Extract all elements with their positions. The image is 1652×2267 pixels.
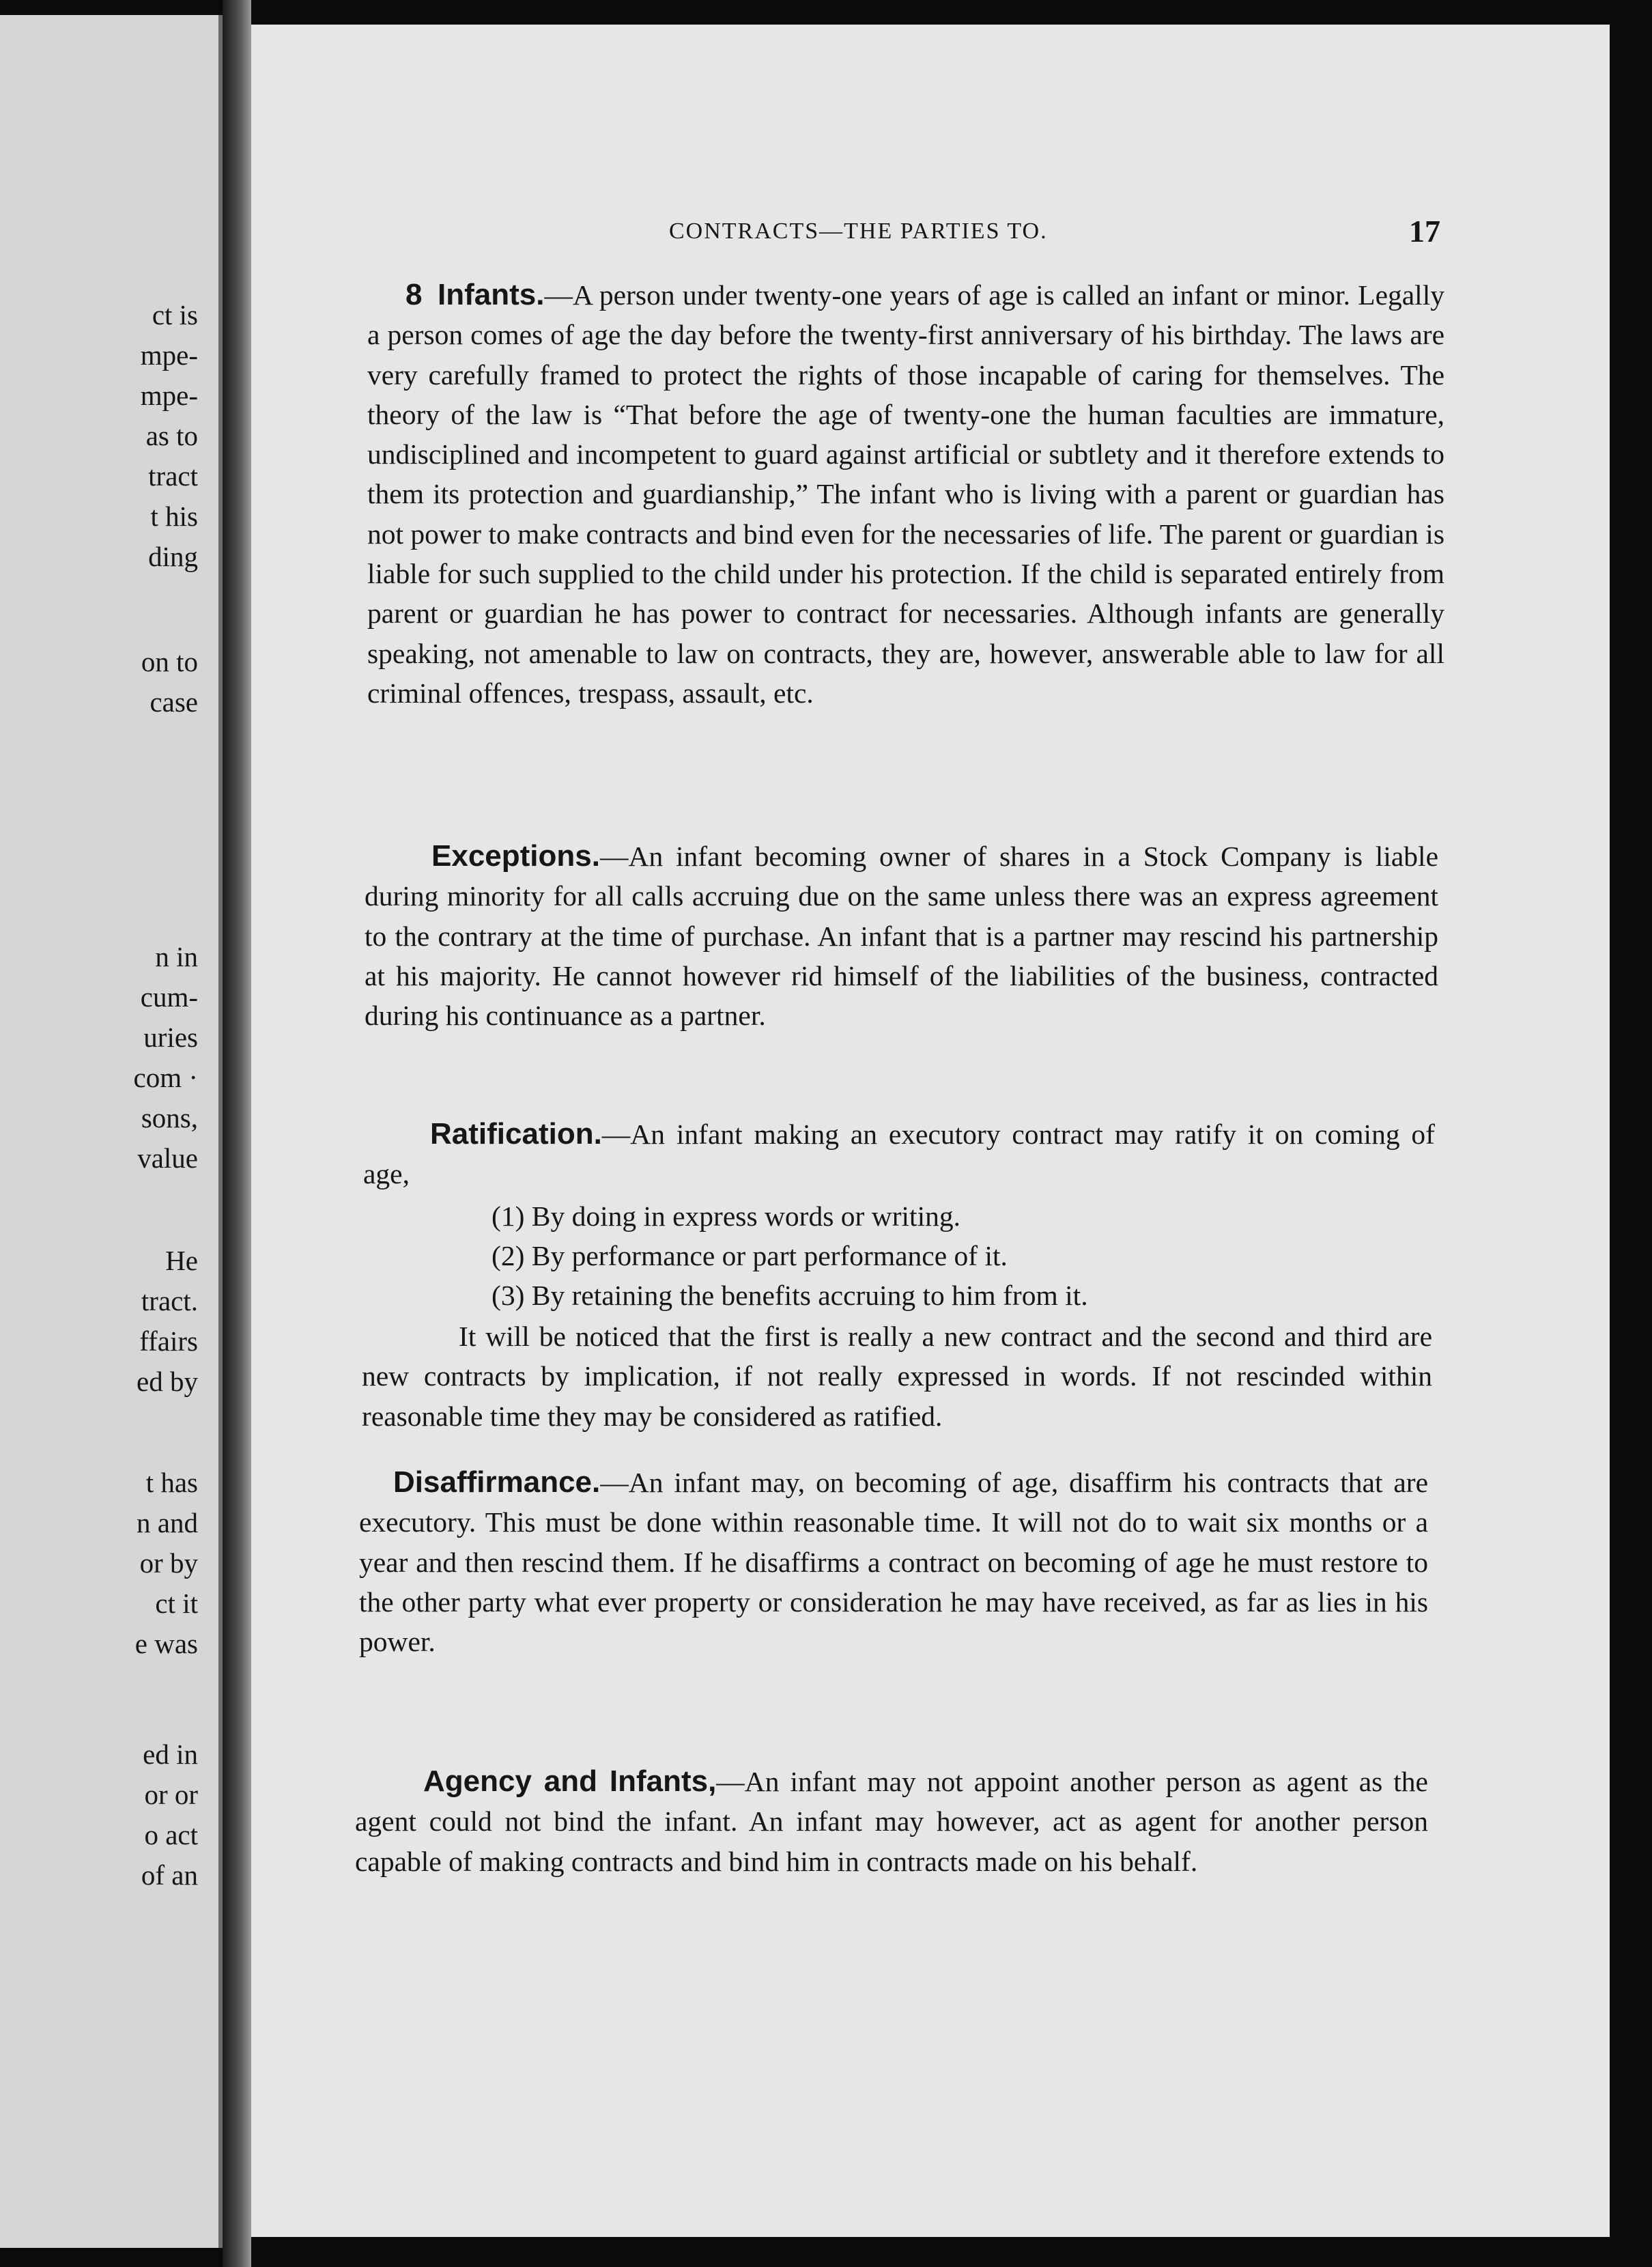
page-header <box>669 214 1440 259</box>
left-fragment-line: ding <box>148 541 198 572</box>
left-fragment-line: uries <box>143 1022 198 1053</box>
list-item: (2) By performance or part performance of it. <box>492 1240 1008 1271</box>
left-fragment-line: case <box>149 686 198 718</box>
left-fragment-group-1 <box>141 295 198 577</box>
left-fragment-line: n in <box>155 941 198 972</box>
left-fragment-line: o act <box>144 1819 198 1850</box>
left-fragment-line: value <box>137 1142 198 1174</box>
left-fragment-line: tract. <box>141 1285 198 1316</box>
agency-heading: Agency and Infants, <box>423 1764 717 1798</box>
ratification-list <box>492 1196 1088 1315</box>
ratification-text: —An infant making an executory contract may ratify it on coming of age, <box>363 1118 1435 1190</box>
left-fragment-line: ffairs <box>139 1325 198 1357</box>
disaffirmance-heading: Disaffirmance. <box>393 1465 601 1499</box>
left-fragment-line: or by <box>139 1547 198 1579</box>
left-fragment-line: t his <box>150 501 198 532</box>
infants-paragraph <box>367 275 1444 713</box>
left-fragment-line: or or <box>144 1779 198 1810</box>
left-fragment-line: n and <box>137 1507 198 1538</box>
ratification-paragraph <box>363 1114 1435 1194</box>
agency-paragraph <box>355 1762 1428 1881</box>
ratification-note: It will be noticed that the first is really a new contract and the second and third are new contracts by implication, if not really expressed in words. If not rescinded within reasonable time they may be considered as ratified. <box>362 1321 1432 1432</box>
left-fragment-line: as to <box>145 420 198 451</box>
left-fragment-line: tract <box>148 460 198 492</box>
left-fragment-line: mpe- <box>140 380 198 411</box>
ratification-heading: Ratification. <box>430 1117 602 1151</box>
disaffirmance-paragraph <box>359 1463 1428 1661</box>
exceptions-paragraph <box>365 836 1438 1035</box>
left-fragment-line: t has <box>145 1467 198 1498</box>
book-gutter <box>223 0 251 2267</box>
left-fragment-line: cum- <box>140 981 198 1013</box>
agency-text: —An infant may not appoint another person as agent as the agent could not bind the infant. An infant may however, act as agent for another person capable of making contracts and bind him in contracts made on his behalf. <box>355 1766 1428 1877</box>
exceptions-text: —An infant becoming owner of shares in a Stock Company is liable during minority for all calls accruing due on the same unless there was an express agreement to the contrary at the time of purchase. An infant that is a partner may rescind his partnership at his majority. He cannot however rid himself of the liabilities of the business, contracted during his continuance as a partner. <box>365 841 1438 1032</box>
left-fragment-line: He <box>165 1245 198 1276</box>
list-item: (3) By retaining the benefits accruing to him from it. <box>492 1280 1088 1311</box>
left-fragment-line: mpe- <box>140 339 198 371</box>
running-head: CONTRACTS—THE PARTIES TO. <box>669 219 1048 244</box>
left-fragment-line: ct is <box>152 299 198 330</box>
left-fragment-group-3 <box>134 937 199 1179</box>
section-number: 8 <box>405 278 423 311</box>
left-page <box>0 15 223 2248</box>
left-fragment-line: ed by <box>137 1366 198 1397</box>
left-fragment-line: of an <box>141 1859 198 1891</box>
left-fragment-group-5 <box>135 1463 198 1664</box>
left-fragment-line: ct it <box>155 1588 198 1619</box>
list-item: (1) By doing in express words or writing. <box>492 1200 960 1232</box>
left-fragment-line: ed in <box>143 1738 198 1770</box>
left-fragment-group-2 <box>141 642 198 722</box>
left-fragment-group-6 <box>141 1734 198 1896</box>
left-fragment-line: on to <box>141 646 198 677</box>
page-number: 17 <box>1409 214 1440 249</box>
left-fragment-line: sons, <box>141 1102 198 1134</box>
left-fragment-group-4 <box>137 1241 198 1402</box>
infants-text: —A person under twenty-one years of age is called an infant or minor. Legally a person comes of age the day before the twenty-first anniversary of his birthday. The laws are very carefully framed to protect the rights of those incapable of caring for themselves. The theory of the law is “That before the age of twenty-one the human faculties are immature, undisciplined and incompetent to guard against artificial or subtlety and it therefore extends to them its protection and guardianship,” The infant who is living with a parent or guardian has not power to make contracts and bind even for the necessaries of life. The parent or guardian is liable for such supplied to the child under his protection. If the child is separated entirely from parent or guardian he has power to contract for necessaries. Although infants are generally speaking, not amenable to law on contracts, they are, however, answerable able to law for all criminal offences, trespass, assault, etc. <box>367 279 1444 709</box>
left-fragment-line: com · <box>133 1062 198 1093</box>
infants-heading: Infants. <box>438 278 545 311</box>
left-fragment-line: e was <box>134 1628 198 1659</box>
exceptions-heading: Exceptions. <box>431 839 600 873</box>
disaffirmance-text: —An infant may, on becoming of age, disaffirm his contracts that are executory. This must be done within reasonable time. It will not do to wait six months or a year and then rescind them. If he disaffirms a contract on becoming of age he must restore to the other party what ever property or consideration he may have received, as far as lies in his power. <box>359 1467 1428 1658</box>
